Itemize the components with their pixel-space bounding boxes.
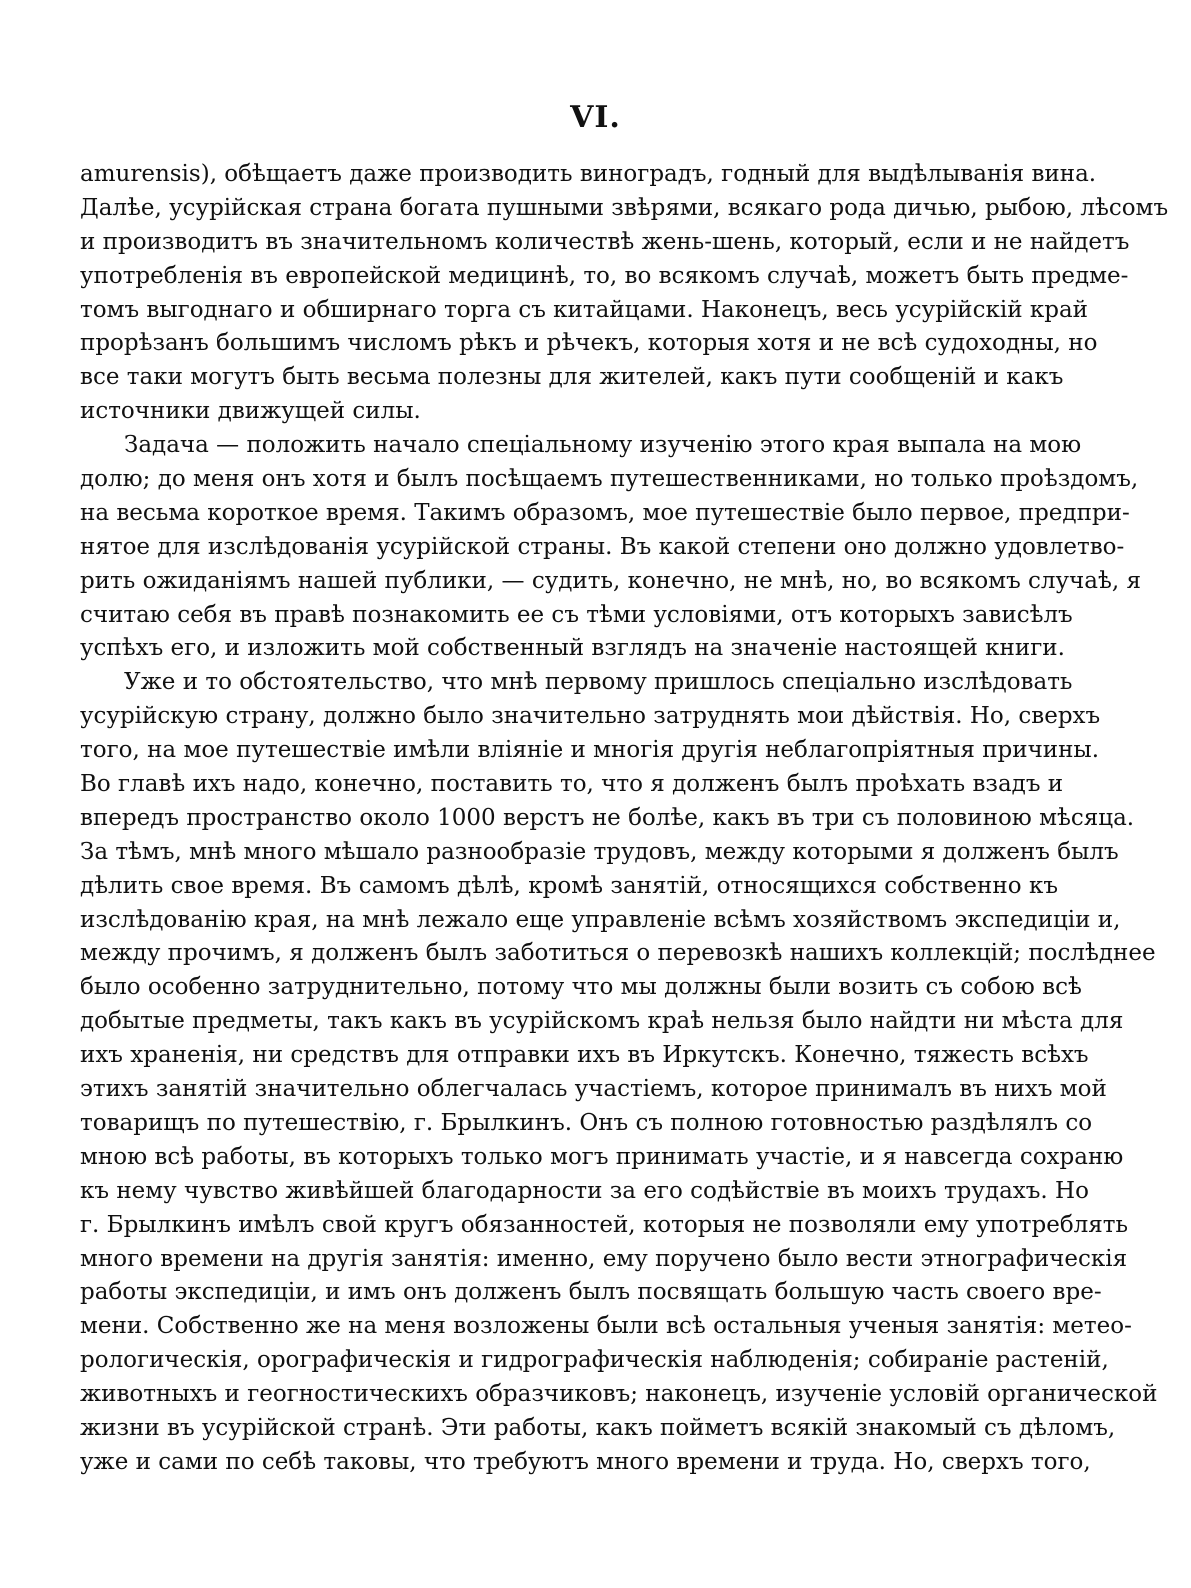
text-line: на весьма короткое время. Такимъ образомъ, мое путешествіе было первое, предпри-	[80, 499, 1130, 526]
text-line: считаю себя въ правѣ познакомить ее съ тѣми условіями, отъ которыхъ зависѣлъ	[80, 601, 1073, 628]
text-line: рить ожиданіямъ нашей публики, — судить, конечно, не мнѣ, но, во всякомъ случаѣ, я	[80, 567, 1141, 594]
text-line: долю; до меня онъ хотя и былъ посѣщаемъ путешественниками, но только проѣздомъ,	[80, 466, 1139, 493]
text-line: прорѣзанъ большимъ числомъ рѣкъ и рѣчекъ, которыя хотя и не всѣ судоходны, но	[80, 330, 1098, 357]
text-line: все таки могутъ быть весьма полезны для жителей, какъ пути сообщеній и какъ	[80, 364, 1064, 391]
text-line: Уже и то обстоятельство, что мнѣ первому пришлось спеціально изслѣдовать	[124, 669, 1073, 696]
text-line: употребленія въ европейской медицинѣ, то, во всякомъ случаѣ, можетъ быть предме-	[80, 262, 1129, 289]
paragraph-1	[80, 158, 1169, 429]
text-line: ихъ храненія, ни средствъ для отправки ихъ въ Иркутскъ. Конечно, тяжесть всѣхъ	[80, 1042, 1089, 1069]
text-line: товарищъ по путешествію, г. Брылкинъ. Онъ съ полною готовностью раздѣлялъ со	[80, 1109, 1093, 1136]
paragraph-3	[80, 666, 1158, 1479]
text-line: г. Брылкинъ имѣлъ свой кругъ обязанностей, которыя не позволяли ему употреблять	[80, 1211, 1129, 1238]
text-line: рологическія, орографическія и гидрографическія наблюденія; собираніе растеній,	[80, 1347, 1109, 1374]
text-line: изслѣдованію края, на мнѣ лежало еще управленіе всѣмъ хозяйствомъ экспедиціи и,	[80, 906, 1121, 933]
text-line: этихъ занятій значительно облегчалась участіемъ, которое принималъ въ нихъ мой	[80, 1076, 1107, 1103]
text-line: и производитъ въ значительномъ количествѣ жень-шень, который, если и не найдетъ	[80, 228, 1130, 255]
text-line: нятое для изслѣдованія усурійской страны. Въ какой степени оно должно удовлетво-	[80, 533, 1125, 560]
text-line: томъ выгоднаго и обширнаго торга съ китайцами. Наконецъ, весь усурійскій край	[80, 296, 1089, 323]
text-line: того, на мое путешествіе имѣли вліяніе и многія другія неблагопріятныя причины.	[80, 737, 1100, 764]
text-line: amurensis), обѣщаетъ даже производить виноградъ, годный для выдѣлыванія вина.	[80, 161, 1097, 187]
text-line: работы экспедиціи, и имъ онъ долженъ былъ посвящать большую часть своего вре-	[80, 1279, 1102, 1306]
text-line: источники движущей силы.	[80, 398, 421, 425]
text-line: уже и сами по себѣ таковы, что требуютъ много времени и труда. Но, сверхъ того,	[80, 1448, 1091, 1475]
text-line: жизни въ усурійской странѣ. Эти работы, какъ пойметъ всякій знакомый съ дѣломъ,	[80, 1414, 1116, 1441]
text-line: Задача — положить начало спеціальному изученію этого края выпала на мою	[124, 432, 1082, 459]
body-text	[80, 158, 1169, 1480]
text-line: животныхъ и геогностическихъ образчиковъ; наконецъ, изученіе условій органической	[80, 1381, 1158, 1408]
text-line: много времени на другія занятія: именно, ему поручено было вести этнографическія	[80, 1245, 1128, 1272]
text-line: успѣхъ его, и изложить мой собственный взглядъ на значеніе настоящей книги.	[80, 635, 1065, 662]
text-line: мени. Собственно же на меня возложены были всѣ остальныя ученыя занятія: метео-	[80, 1313, 1132, 1340]
text-line: дѣлить свое время. Въ самомъ дѣлѣ, кромѣ занятій, относящихся собственно къ	[80, 872, 1058, 899]
text-line: Далѣе, усурійская страна богата пушными звѣрями, всякаго рода дичью, рыбою, лѣсомъ	[80, 194, 1169, 221]
text-line: впередъ пространство около 1000 верстъ не болѣе, какъ въ три съ половиною мѣсяца.	[80, 804, 1135, 831]
text-line: усурійскую страну, должно было значительно затруднять мои дѣйствія. Но, сверхъ	[80, 703, 1101, 730]
paragraph-2	[80, 429, 1141, 666]
text-line: Во главѣ ихъ надо, конечно, поставить то, что я долженъ былъ проѣхать взадъ и	[80, 771, 1064, 798]
text-line: между прочимъ, я долженъ былъ заботиться о перевозкѣ нашихъ коллекцій; послѣднее	[80, 940, 1156, 967]
text-line: За тѣмъ, мнѣ много мѣшало разнообразіе трудовъ, между которыми я долженъ былъ	[80, 838, 1119, 865]
text-line: къ нему чувство живѣйшей благодарности за его содѣйствіе въ моихъ трудахъ. Но	[80, 1177, 1089, 1204]
text-line: добытые предметы, такъ какъ въ усурійскомъ краѣ нельзя было найдти ни мѣста для	[80, 1008, 1124, 1035]
text-line: было особенно затруднительно, потому что мы должны были возить съ собою всѣ	[80, 974, 1082, 1001]
page-number: VI.	[570, 100, 621, 135]
text-line: мною всѣ работы, въ которыхъ только могъ принимать участіе, и я навсегда сохраню	[80, 1143, 1124, 1170]
